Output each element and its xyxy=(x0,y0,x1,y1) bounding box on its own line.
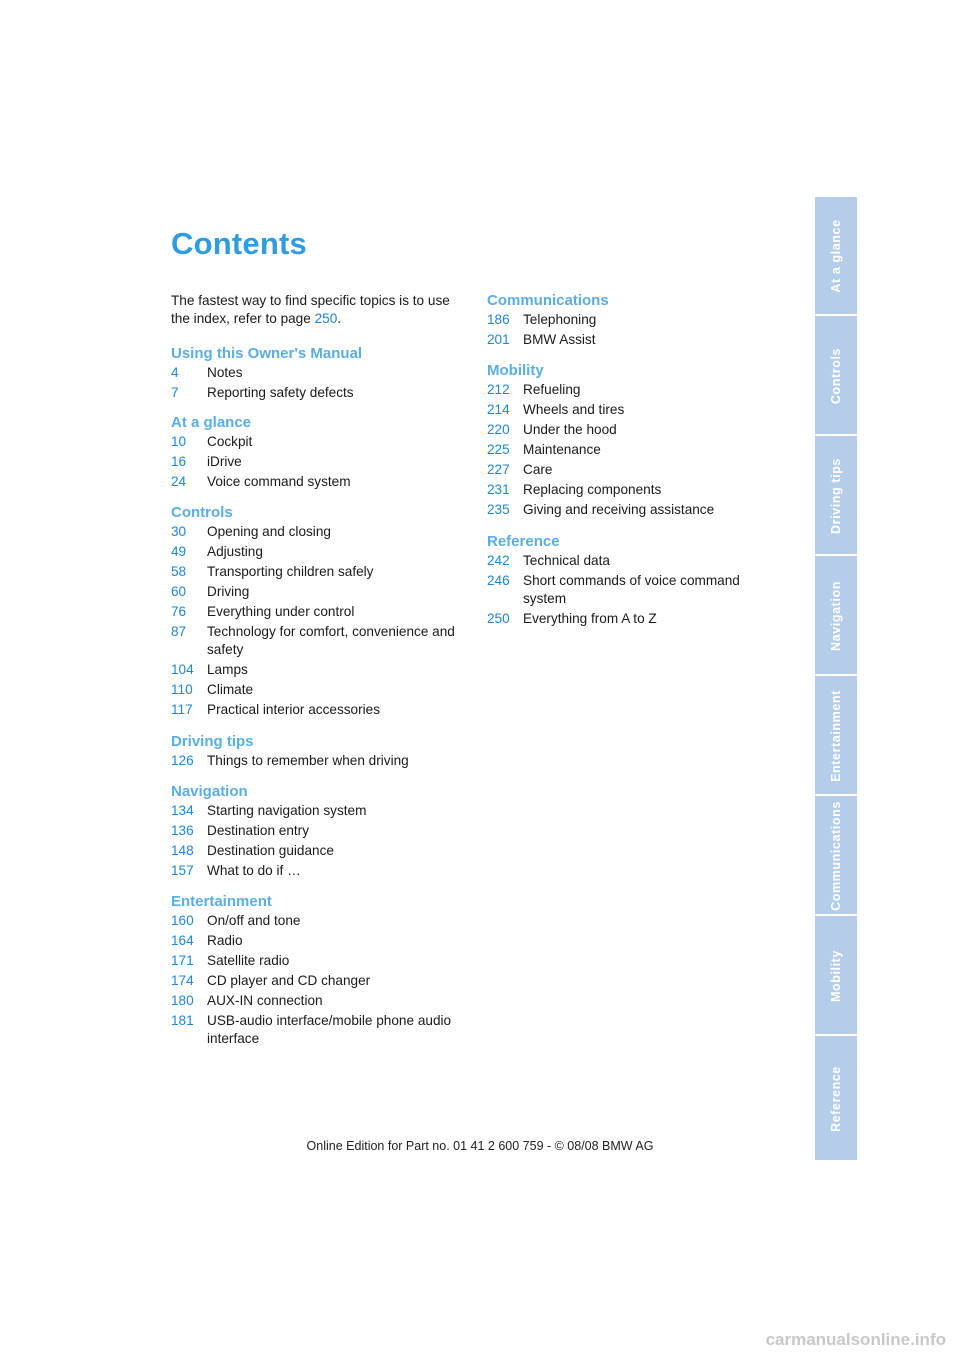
toc-page-number[interactable]: 160 xyxy=(171,913,194,928)
toc-page-number[interactable]: 148 xyxy=(171,843,194,858)
toc-page-number[interactable]: 4 xyxy=(171,365,179,380)
toc-entry[interactable] xyxy=(487,461,767,479)
footer-edition-note: Online Edition for Part no. 01 41 2 600 759 - © 08/08 BMW AG xyxy=(306,1139,654,1153)
toc-entry[interactable] xyxy=(487,481,767,499)
toc-page-number[interactable]: 134 xyxy=(171,803,194,818)
toc-page-number[interactable]: 220 xyxy=(487,422,510,437)
chapter-tab-strip xyxy=(815,197,857,1160)
toc-entry-title: Lamps xyxy=(207,662,248,677)
toc-entry-title: BMW Assist xyxy=(523,332,596,347)
toc-page-number[interactable]: 60 xyxy=(171,584,187,599)
section-heading[interactable]: Driving tips xyxy=(171,733,254,750)
toc-entry[interactable] xyxy=(487,572,767,608)
toc-entry-title: AUX-IN connection xyxy=(207,993,323,1008)
toc-entry[interactable] xyxy=(171,972,471,990)
toc-page-number[interactable]: 104 xyxy=(171,662,194,677)
tab-controls[interactable] xyxy=(815,317,857,436)
toc-entry-title: Cockpit xyxy=(207,434,253,449)
toc-entry[interactable] xyxy=(171,433,471,451)
toc-entry[interactable] xyxy=(487,311,767,329)
toc-entry-title: Wheels and tires xyxy=(523,402,625,417)
toc-page-number[interactable]: 136 xyxy=(171,823,194,838)
toc-entry[interactable] xyxy=(171,862,471,880)
toc-page-number[interactable]: 231 xyxy=(487,482,510,497)
toc-entry-title: Destination entry xyxy=(207,823,310,838)
toc-section xyxy=(487,533,767,630)
toc-page-number[interactable]: 225 xyxy=(487,442,510,457)
toc-section xyxy=(487,362,767,521)
index-page-link[interactable]: 250 xyxy=(314,311,338,326)
toc-entry[interactable] xyxy=(487,421,767,439)
toc-entry-title: Voice command system xyxy=(207,474,351,489)
tab-label: Reference xyxy=(829,1065,843,1132)
toc-section xyxy=(171,414,471,493)
toc-section xyxy=(171,733,471,772)
tab-label: Mobility xyxy=(829,949,843,1002)
toc-page-number[interactable]: 186 xyxy=(487,312,510,327)
toc-page-number[interactable]: 174 xyxy=(171,973,194,988)
toc-entry-title: Climate xyxy=(207,682,254,697)
toc-entry-title: Technology for comfort, convenience and safety xyxy=(207,624,455,657)
section-heading[interactable]: Entertainment xyxy=(171,893,272,910)
toc-page-number[interactable]: 24 xyxy=(171,474,187,489)
toc-section xyxy=(171,345,471,404)
toc-entry-title: Everything from A to Z xyxy=(523,611,657,626)
toc-entry-title: Adjusting xyxy=(207,544,263,559)
tab-mobility[interactable] xyxy=(815,917,857,1036)
toc-entry[interactable] xyxy=(171,623,471,659)
watermark: carmanualsonline.info xyxy=(765,1330,946,1349)
toc-entry[interactable] xyxy=(171,912,471,930)
toc-entry[interactable] xyxy=(171,952,471,970)
tab-driving-tips[interactable] xyxy=(815,437,857,556)
toc-entry[interactable] xyxy=(171,842,471,860)
toc-entry[interactable] xyxy=(487,401,767,419)
toc-page-number[interactable]: 76 xyxy=(171,604,187,619)
section-heading[interactable]: Reference xyxy=(487,533,560,550)
toc-entry-title: Technical data xyxy=(523,553,610,568)
toc-entry[interactable] xyxy=(487,501,767,519)
section-heading[interactable]: Using this Owner's Manual xyxy=(171,345,363,362)
toc-entry-title: Transporting children safely xyxy=(207,564,374,579)
toc-entry-title: Replacing components xyxy=(523,482,662,497)
tab-at-a-glance[interactable] xyxy=(815,197,857,316)
section-heading[interactable]: Mobility xyxy=(487,362,544,379)
toc-entry-title: iDrive xyxy=(207,454,242,469)
toc-section xyxy=(487,292,767,351)
toc-section xyxy=(171,783,471,882)
toc-entry[interactable] xyxy=(171,364,471,382)
toc-entry-title: Opening and closing xyxy=(207,524,331,539)
toc-page-number[interactable]: 180 xyxy=(171,993,194,1008)
toc-entry-title: Satellite radio xyxy=(207,953,290,968)
toc-page-number[interactable]: 110 xyxy=(171,682,193,697)
toc-entry[interactable] xyxy=(171,384,471,402)
toc-entry-title: Maintenance xyxy=(523,442,601,457)
toc-page-number[interactable]: 181 xyxy=(171,1013,194,1028)
toc-page-number[interactable]: 126 xyxy=(171,753,194,768)
toc-entry[interactable] xyxy=(171,543,471,561)
toc-page-number[interactable]: 164 xyxy=(171,933,194,948)
toc-entry[interactable] xyxy=(487,441,767,459)
tab-label: Driving tips xyxy=(829,457,843,534)
toc-page-number[interactable]: 201 xyxy=(487,332,510,347)
toc-entry[interactable] xyxy=(171,473,471,491)
tab-label: Communications xyxy=(829,800,843,911)
toc-page-number[interactable]: 87 xyxy=(171,624,187,639)
toc-entry-title: What to do if … xyxy=(207,863,301,878)
toc-entry-title: Destination guidance xyxy=(207,843,334,858)
tab-label: Navigation xyxy=(829,580,843,651)
toc-entry-title: Notes xyxy=(207,365,243,380)
toc-page-number[interactable]: 117 xyxy=(171,702,193,717)
intro-end: . xyxy=(337,311,342,326)
toc-entry[interactable] xyxy=(171,932,471,950)
toc-entry-title: Telephoning xyxy=(523,312,597,327)
toc-page-number[interactable]: 212 xyxy=(487,382,510,397)
toc-page-number[interactable]: 246 xyxy=(487,573,510,588)
tab-communications[interactable] xyxy=(815,797,857,916)
toc-entry[interactable] xyxy=(171,681,471,699)
toc-entry[interactable] xyxy=(487,331,767,349)
toc-page-number[interactable]: 10 xyxy=(171,434,187,449)
toc-entry-title: CD player and CD changer xyxy=(207,973,371,988)
toc-page-number[interactable]: 7 xyxy=(171,385,179,400)
toc-page-number[interactable]: 16 xyxy=(171,454,187,469)
toc-entry-title: Everything under control xyxy=(207,604,355,619)
toc-page-number[interactable]: 49 xyxy=(171,544,187,559)
toc-page-number[interactable]: 58 xyxy=(171,564,187,579)
toc-page-number[interactable]: 30 xyxy=(171,524,187,539)
toc-page-number[interactable]: 227 xyxy=(487,462,510,477)
intro-text: The fastest way to find specific topics is to use the index, refer to page xyxy=(171,293,450,326)
toc-entry[interactable] xyxy=(171,583,471,601)
toc-entry[interactable] xyxy=(171,752,471,770)
toc-entry[interactable] xyxy=(171,661,471,679)
toc-entry-title: Refueling xyxy=(523,382,581,397)
toc-page-number[interactable]: 171 xyxy=(171,953,194,968)
toc-entry[interactable] xyxy=(171,822,471,840)
toc-entry[interactable] xyxy=(487,552,767,570)
tab-label: At a glance xyxy=(829,218,843,293)
section-heading[interactable]: At a glance xyxy=(171,414,252,431)
toc-page-number[interactable]: 157 xyxy=(171,863,194,878)
toc-entry-title: Driving xyxy=(207,584,250,599)
tab-navigation[interactable] xyxy=(815,557,857,676)
toc-page-number[interactable]: 250 xyxy=(487,611,510,626)
toc-entry[interactable] xyxy=(171,453,471,471)
toc-section xyxy=(171,504,471,721)
toc-page-number[interactable]: 242 xyxy=(487,553,510,568)
toc-entry-title: Radio xyxy=(207,933,243,948)
intro-paragraph xyxy=(171,292,471,328)
section-heading[interactable]: Navigation xyxy=(171,783,248,800)
toc-entry-title: Starting navigation system xyxy=(207,803,367,818)
toc-entry[interactable] xyxy=(171,523,471,541)
toc-entry[interactable] xyxy=(171,1012,471,1048)
toc-entry[interactable] xyxy=(171,992,471,1010)
tab-label: Controls xyxy=(829,347,843,404)
toc-entry-title: Reporting safety defects xyxy=(207,385,354,400)
toc-entry[interactable] xyxy=(171,563,471,581)
toc-entry-title: Short commands of voice command system xyxy=(523,573,740,606)
section-heading[interactable]: Controls xyxy=(171,504,233,521)
tab-entertainment[interactable] xyxy=(815,677,857,796)
toc-entry-title: On/off and tone xyxy=(207,913,301,928)
toc-entry-title: Things to remember when driving xyxy=(207,753,409,768)
toc-entry-title: Giving and receiving assistance xyxy=(523,502,715,517)
toc-entry-title: Practical interior accessories xyxy=(207,702,381,717)
toc-entry-title: Under the hood xyxy=(523,422,617,437)
toc-entry-title: Care xyxy=(523,462,553,477)
tab-label: Entertainment xyxy=(829,689,843,782)
toc-entry[interactable] xyxy=(171,802,471,820)
toc-entry-title: USB-audio interface/mobile phone audio interface xyxy=(207,1013,452,1046)
toc-entry[interactable] xyxy=(171,701,471,719)
page-title: Contents xyxy=(171,226,307,261)
toc-entry[interactable] xyxy=(487,610,767,628)
toc-page-number[interactable]: 235 xyxy=(487,502,510,517)
toc-page-number[interactable]: 214 xyxy=(487,402,510,417)
toc-section xyxy=(171,893,471,1050)
toc-entry[interactable] xyxy=(487,381,767,399)
section-heading[interactable]: Communications xyxy=(487,292,609,309)
toc-entry[interactable] xyxy=(171,603,471,621)
